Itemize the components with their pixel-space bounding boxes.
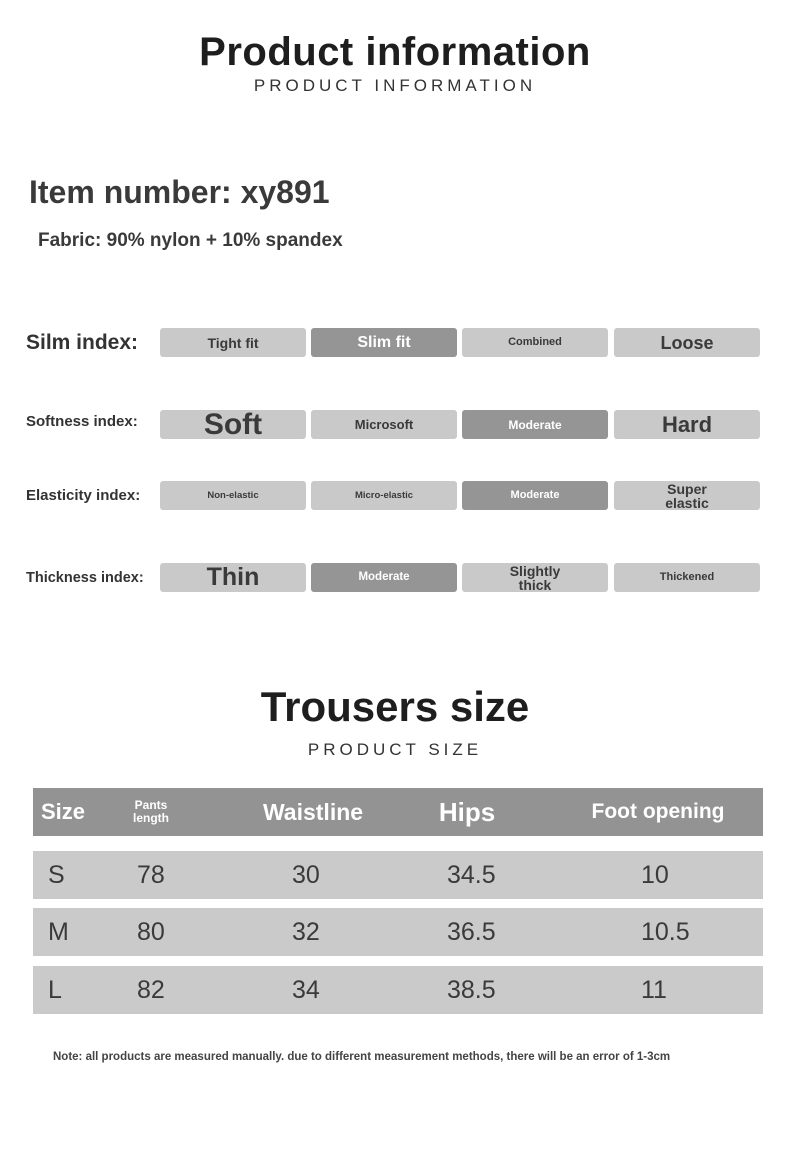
- index-option: Combined: [462, 328, 608, 357]
- column-header-hips: Hips: [438, 796, 496, 827]
- table-row: [33, 851, 763, 899]
- table-cell-foot-opening: 10: [641, 860, 669, 889]
- table-cell-foot-opening: 11: [641, 975, 667, 1004]
- item-number: Item number: xy891: [29, 174, 330, 210]
- page-title: Product information: [199, 30, 591, 74]
- index-option-selected: Moderate: [311, 563, 457, 592]
- index-row-thickness: [0, 563, 790, 593]
- column-header-foot-opening: Foot opening: [591, 800, 725, 823]
- size-section-title: Trousers size: [260, 683, 530, 730]
- measurement-note: Note: all products are measured manually. due to different measurement methods, there will be an error of 1-3cm: [53, 1051, 671, 1063]
- table-cell-pants-length: 82: [137, 975, 165, 1004]
- column-header-size: Size: [41, 799, 86, 824]
- table-cell-hips: 36.5: [447, 917, 496, 946]
- index-option-selected: Moderate: [462, 410, 608, 439]
- column-header-pants-length: Pants length: [133, 798, 169, 825]
- fabric-composition: Fabric: 90% nylon + 10% spandex: [38, 230, 343, 251]
- table-cell-foot-opening: 10.5: [641, 917, 690, 946]
- index-option: Super elastic: [614, 481, 760, 510]
- page-subtitle: PRODUCT INFORMATION: [253, 76, 537, 95]
- column-header-waistline: Waistline: [262, 798, 364, 825]
- index-row-elasticity: [0, 481, 790, 511]
- index-label: Thickness index:: [26, 570, 144, 586]
- table-row: [33, 966, 763, 1014]
- table-cell-waistline: 32: [292, 917, 320, 946]
- index-option: Microsoft: [311, 410, 457, 439]
- index-row-slim: [0, 328, 790, 358]
- table-cell-hips: 38.5: [447, 975, 496, 1004]
- index-option: Micro-elastic: [311, 481, 457, 510]
- index-label: Elasticity index:: [26, 487, 141, 504]
- table-row: [33, 908, 763, 956]
- table-cell-pants-length: 80: [137, 917, 165, 946]
- table-cell-size: S: [48, 860, 65, 889]
- table-cell-size: M: [48, 917, 69, 946]
- table-cell-waistline: 30: [292, 860, 320, 889]
- index-option: Non-elastic: [160, 481, 306, 510]
- index-label: Silm index:: [26, 331, 139, 354]
- index-row-softness: [0, 407, 790, 441]
- size-section-subtitle: PRODUCT SIZE: [307, 740, 483, 759]
- table-cell-waistline: 34: [292, 975, 320, 1004]
- index-option: Loose: [614, 328, 760, 357]
- size-table-header: [33, 788, 763, 836]
- index-option: Thickened: [614, 563, 760, 592]
- index-option-selected: Slim fit: [311, 328, 457, 357]
- index-option: Thin: [160, 563, 306, 592]
- index-option: Tight fit: [160, 328, 306, 357]
- index-label: Softness index:: [26, 413, 138, 430]
- table-cell-hips: 34.5: [447, 860, 496, 889]
- index-option-selected: Moderate: [462, 481, 608, 510]
- index-option: Slightly thick: [462, 563, 608, 592]
- index-option: Hard: [614, 410, 760, 439]
- table-cell-pants-length: 78: [137, 860, 165, 889]
- index-option: Soft: [160, 410, 306, 439]
- table-cell-size: L: [48, 975, 62, 1004]
